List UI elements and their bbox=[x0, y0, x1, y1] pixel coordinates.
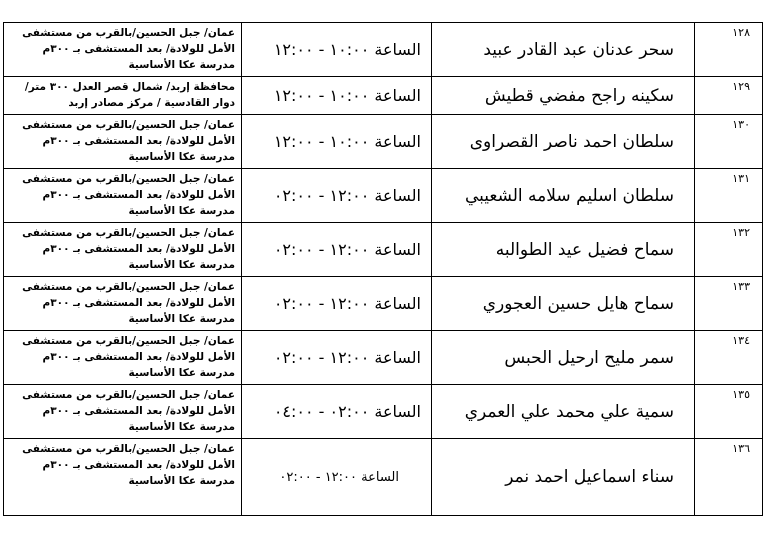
table-row bbox=[4, 385, 763, 439]
table-row bbox=[4, 439, 763, 516]
person-name: سكينه راجح مفضي قطيش bbox=[432, 77, 695, 115]
address: عمان/ جبل الحسين/بالقرب من مستشفى الأمل للولادة/ بعد المستشفى بـ ٣٠٠م مدرسة عكا الأساسية bbox=[4, 223, 242, 277]
address: محافظة إربد/ شمال قصر العدل ٣٠٠ متر/ دوار القادسية / مركز مصادر إربد bbox=[4, 77, 242, 115]
table-row bbox=[4, 223, 763, 277]
row-number: ١٢٩ bbox=[695, 77, 763, 115]
table-row bbox=[4, 77, 763, 115]
address: عمان/ جبل الحسين/بالقرب من مستشفى الأمل للولادة/ بعد المستشفى بـ ٣٠٠م مدرسة عكا الأساسية bbox=[4, 115, 242, 169]
table-row bbox=[4, 169, 763, 223]
person-name: سماح فضيل عيد الطوالبه bbox=[432, 223, 695, 277]
appointments-table bbox=[3, 22, 763, 516]
time-slot: الساعة ١٠:٠٠ - ١٢:٠٠ bbox=[242, 77, 432, 115]
person-name: سمية علي محمد علي العمري bbox=[432, 385, 695, 439]
address: عمان/ جبل الحسين/بالقرب من مستشفى الأمل للولادة/ بعد المستشفى بـ ٣٠٠م مدرسة عكا الأساسية bbox=[4, 331, 242, 385]
row-number: ١٣٤ bbox=[695, 331, 763, 385]
time-slot: الساعة ١٠:٠٠ - ١٢:٠٠ bbox=[242, 23, 432, 77]
table-row bbox=[4, 277, 763, 331]
time-slot: الساعة ١٢:٠٠ - ٠٢:٠٠ bbox=[242, 223, 432, 277]
table-row bbox=[4, 331, 763, 385]
time-slot: الساعة ٠٢:٠٠ - ٠٤:٠٠ bbox=[242, 385, 432, 439]
address: عمان/ جبل الحسين/بالقرب من مستشفى الأمل للولادة/ بعد المستشفى بـ ٣٠٠م مدرسة عكا الأساسية bbox=[4, 277, 242, 331]
address: عمان/ جبل الحسين/بالقرب من مستشفى الأمل للولادة/ بعد المستشفى بـ ٣٠٠م مدرسة عكا الأساسية bbox=[4, 385, 242, 439]
row-number: ١٣٥ bbox=[695, 385, 763, 439]
person-name: سلطان اسليم سلامه الشعيبي bbox=[432, 169, 695, 223]
person-name: سلطان احمد ناصر القصراوى bbox=[432, 115, 695, 169]
row-number: ١٣٣ bbox=[695, 277, 763, 331]
row-number: ١٣٢ bbox=[695, 223, 763, 277]
address: عمان/ جبل الحسين/بالقرب من مستشفى الأمل للولادة/ بعد المستشفى بـ ٣٠٠م مدرسة عكا الأساسية bbox=[4, 439, 242, 516]
person-name: سمر مليح ارحيل الحبس bbox=[432, 331, 695, 385]
row-number: ١٢٨ bbox=[695, 23, 763, 77]
table-row bbox=[4, 115, 763, 169]
person-name: سناء اسماعيل احمد نمر bbox=[432, 439, 695, 516]
person-name: سحر عدنان عبد القادر عبيد bbox=[432, 23, 695, 77]
row-number: ١٣٦ bbox=[695, 439, 763, 516]
time-slot: الساعة ١٢:٠٠ - ٠٢:٠٠ bbox=[242, 169, 432, 223]
table-row bbox=[4, 23, 763, 77]
time-slot: الساعة ١٢:٠٠ - ٠٢:٠٠ bbox=[242, 439, 432, 516]
time-slot: الساعة ١٠:٠٠ - ١٢:٠٠ bbox=[242, 115, 432, 169]
address: عمان/ جبل الحسين/بالقرب من مستشفى الأمل للولادة/ بعد المستشفى بـ ٣٠٠م مدرسة عكا الأساسية bbox=[4, 169, 242, 223]
time-slot: الساعة ١٢:٠٠ - ٠٢:٠٠ bbox=[242, 331, 432, 385]
row-number: ١٣٠ bbox=[695, 115, 763, 169]
person-name: سماح هايل حسين العجوري bbox=[432, 277, 695, 331]
document-page bbox=[3, 22, 762, 516]
address: عمان/ جبل الحسين/بالقرب من مستشفى الأمل للولادة/ بعد المستشفى بـ ٣٠٠م مدرسة عكا الأساسية bbox=[4, 23, 242, 77]
time-slot: الساعة ١٢:٠٠ - ٠٢:٠٠ bbox=[242, 277, 432, 331]
row-number: ١٣١ bbox=[695, 169, 763, 223]
